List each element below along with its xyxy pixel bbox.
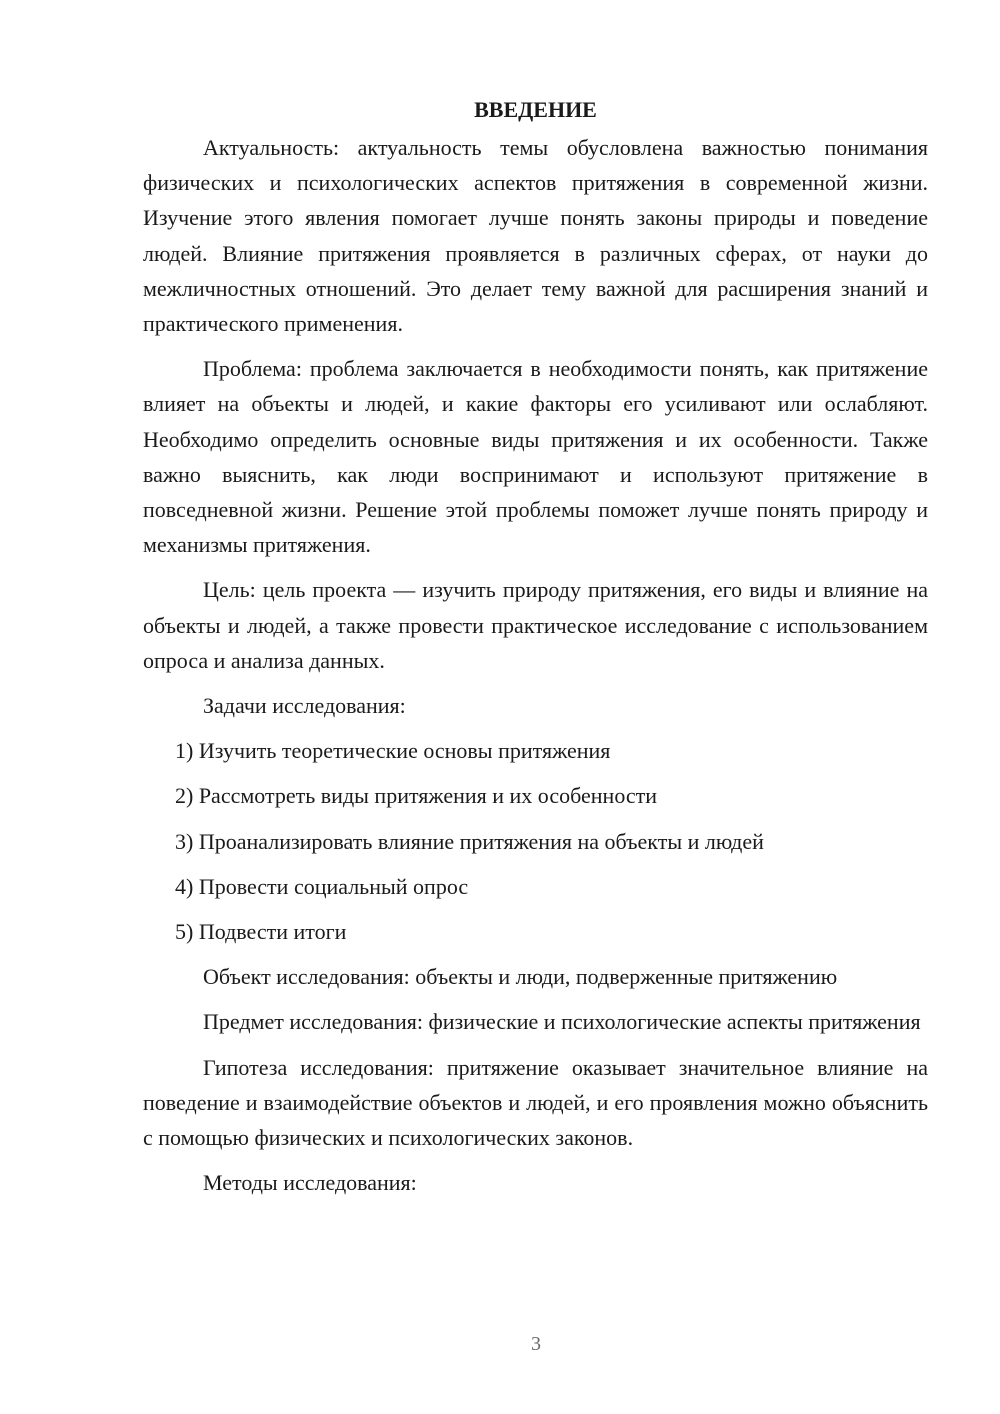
- list-item: 4) Провести социальный опрос: [175, 873, 469, 899]
- paragraph-hypothesis: Гипотеза исследования: притяжение оказывает значительное влияние на поведение и взаимодействие объектов и людей, и его проявления можно объяснить с помощью физических и психологических законов.: [143, 1054, 928, 1151]
- tasks-heading: Задачи исследования:: [203, 693, 406, 719]
- paragraph-object: Объект исследования: объекты и люди, подверженные притяжению: [203, 964, 838, 990]
- document-page: [143, 92, 928, 1210]
- tasks-list: [143, 733, 928, 949]
- list-item: 5) Подвести итоги: [175, 919, 347, 945]
- list-item: 1) Изучить теоретические основы притяжения: [175, 738, 611, 764]
- list-item: 2) Рассмотреть виды притяжения и их особенности: [175, 783, 658, 809]
- page-number: 3: [531, 1333, 541, 1355]
- paragraph-problem: Проблема: проблема заключается в необходимости понять, как притяжение влияет на объекты и людей, и какие факторы его усиливают или ослабляют. Необходимо определить основные виды притяжения и их особенности. Также важно выяснить, как люди воспринимают и используют притяжение в повседневной жизни. Решение этой проблемы поможет лучше понять природу и механизмы притяжения.: [143, 356, 928, 558]
- paragraph-relevance: Актуальность: актуальность темы обусловлена важностью понимания физических и психологических аспектов притяжения в современной жизни. Изучение этого явления помогает лучше понять законы природы и поведение людей. Влияние притяжения проявляется в различных сферах, от науки до межличностных отношений. Это делает тему важной для расширения знаний и практического применения.: [143, 135, 928, 337]
- list-item: 3) Проанализировать влияние притяжения на объекты и людей: [175, 828, 764, 854]
- paragraph-methods: Методы исследования:: [203, 1170, 417, 1196]
- paragraph-goal: Цель: цель проекта — изучить природу притяжения, его виды и влияние на объекты и людей, а также провести практическое исследование с использованием опроса и анализа данных.: [143, 577, 928, 673]
- paragraph-subject: Предмет исследования: физические и психологические аспекты притяжения: [203, 1009, 921, 1035]
- document-title: ВВЕДЕНИЕ: [474, 97, 597, 122]
